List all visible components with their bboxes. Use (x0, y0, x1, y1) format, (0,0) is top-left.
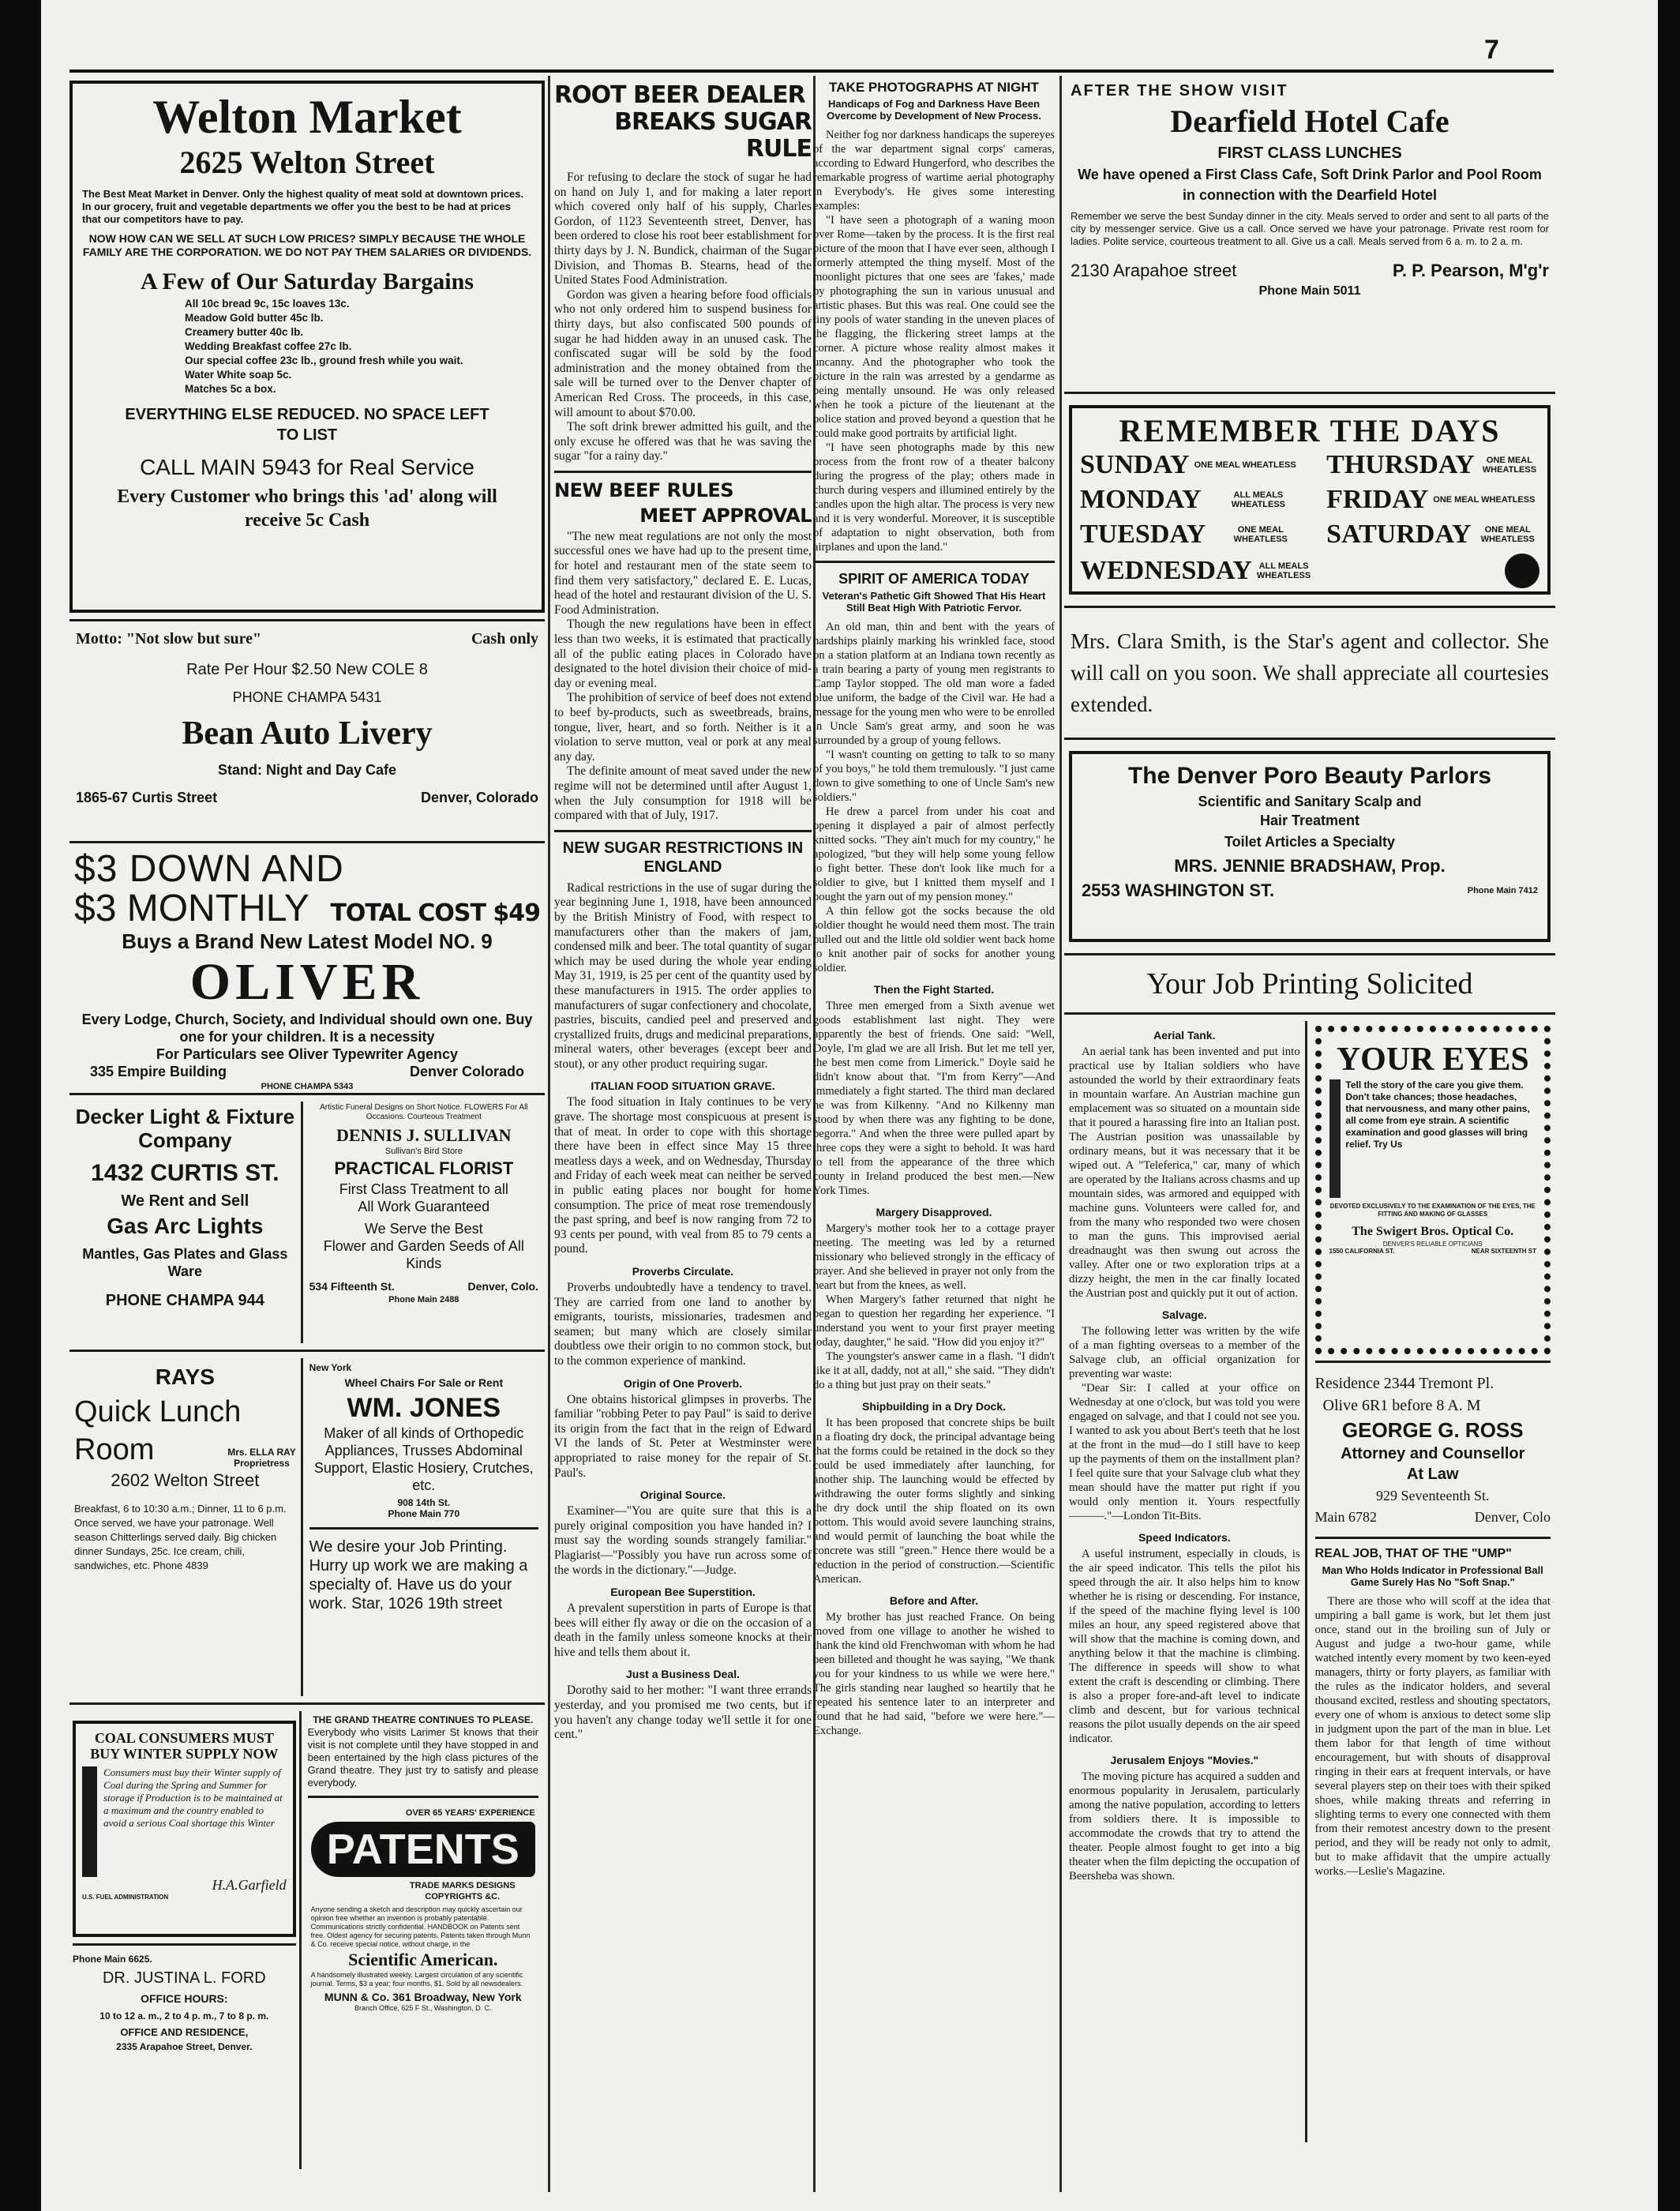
bean-auto-livery-ad (69, 628, 545, 835)
divider (73, 1943, 296, 1946)
ross-city: Denver, Colo (1474, 1509, 1551, 1525)
dearfield-text: Remember we serve the best Sunday dinner in the city. Meals served to order and sent to all parts of the city by messenger service. Give us a call. Once served we have your patronage. Private rest room for ladies. Polite service, courteous treatment to all. Give us a call. Meals served from 6 a. m. to 2 a. m. (1071, 210, 1549, 247)
divider (1315, 1537, 1551, 1539)
list-item: Wedding Breakfast coffee 27c lb. (185, 340, 352, 352)
article-jerusalem: The moving picture has acquired a sudden and enormous popularity in Jerusalem, particularly among the native population, according to letters from soldiers there. It is impossible to accommodate the crowds that try to attend the theater. People almost fought to get into a big theater when the film depicting the occupation of Beersheba was shown. (1069, 1770, 1300, 1883)
sullivan-top: Artistic Funeral Designs on Short Notice. FLOWERS For All Occasions. Courteous Treatment (320, 1103, 528, 1121)
eyes-title: YOUR EYES (1336, 1042, 1529, 1078)
jones-street: 908 14th St. (397, 1497, 451, 1508)
subheadline: Salvage. (1161, 1308, 1207, 1321)
article-shipbuilding: It has been proposed that concrete ships be built in a floating dry dock, the principal advantage being that the forms could be retained in the dock so they could be used immediately after launching, for another ship. The launching would be effected by withdrawing the outer forms slightly and sinking the dry dock until the ship floated on its own bottom. This would avoid severe launching strains, and would permit of launching the boat while the concrete was still "green." Hence there would be a reduction in the period of construction.—Scientific American. (813, 1417, 1055, 1586)
rays-street: 2602 Welton Street (111, 1470, 260, 1490)
sullivan-city: Denver, Colo. (467, 1280, 538, 1293)
dearfield-address: 2130 Arapahoe street (1071, 261, 1237, 280)
decker-street: 1432 CURTIS ST. (91, 1160, 279, 1186)
subheadline: Shipbuilding in a Dry Dock. (861, 1400, 1006, 1413)
decker-light-ad (69, 1102, 301, 1343)
column-news-2 (554, 76, 812, 2192)
ross-phone: Main 6782 (1314, 1509, 1378, 1525)
article-spirit: An old man, thin and bent with the years of hardships plainly marking his wrinkled face, stood on a station platform at an Indiana town recently as a train bearing a party of young men registrants to Camp Taylor stopped. The old man wore a faded blue uniform, the badge of the Civil war. He had a message for the young men who were to be enrolled in Uncle Sam's great army, and soon he was surrounded by a group of young fellows. "I wasn't counting on getting to talk to so many of you boys," he told them tremulously. "I just came down to give something to one of Uncle Sam's new soldiers." He drew a parcel from under his coat and opening it displayed a pair of almost perfectly knitted socks. "They ain't much for my country," he apologized, "but they will help some young fellow to fight better. These don't look like much for a soldier to give, but I knitted them myself and I bought the yarn out of my pension money." A thin fellow got the socks because the old soldier thought he would need them most. The train pulled out and the little old soldier went back home to knit another pair of socks for another young soldier. (813, 621, 1055, 974)
headline: REAL JOB, THAT OF THE "UMP" (1314, 1547, 1512, 1560)
sullivan-line: All Work Guaranteed (358, 1199, 490, 1214)
ford-office: OFFICE AND RESIDENCE, (120, 2026, 249, 2038)
rays-title: RAYS (155, 1365, 215, 1389)
headline: SPIRIT OF AMERICA TODAY (838, 571, 1029, 587)
wheatless-day: THURSDAY ONE MEAL WHEATLESS (1326, 450, 1537, 479)
jones-appliances-ad (303, 1358, 545, 1696)
coal-illustration (82, 1766, 97, 1877)
article-bee: A prevalent superstition in parts of Europe is that bees will either fly away or die on the occasion of a death in the family unless someone knocks at their hive and tells them about it. (554, 1601, 812, 1659)
bean-stand: Stand: Night and Day Cafe (217, 762, 397, 778)
list-item: Creamery butter 40c lb. (185, 326, 304, 338)
poro-toilet: Toilet Articles a Specialty (1224, 834, 1396, 850)
welton-question: NOW HOW CAN WE SELL AT SUCH LOW PRICES? SIMPLY BECAUSE THE WHOLE FAMILY ARE THE CORPORATION. WE DO NOT PAY THEM SALARIES OR DIVIDENDS. (82, 232, 532, 258)
patents-text: Anyone sending a sketch and description may quickly ascertain our opinion free whether an invention is probably patentable. Communications strictly confidential. HANDBOOK on Patents sent free. Oldest agency for securing patents. Patents taken through Munn & Co. receive special notice, without charge, in the (310, 1905, 531, 1948)
decker-title: Decker Light & Fixture Company (75, 1105, 295, 1152)
ford-hours: 10 to 12 a. m., 2 to 4 p. m., 7 to 8 p. m. (99, 2010, 269, 2021)
ford-hours-title: OFFICE HOURS: (141, 1992, 228, 2005)
jones-phone: Phone Main 770 (388, 1508, 460, 1519)
welton-call: CALL MAIN 5943 for Real Service (140, 455, 474, 479)
divider (69, 1702, 545, 1705)
patents-ad (308, 1804, 538, 2016)
divider (1064, 392, 1555, 394)
oliver-text: Every Lodge, Church, Society, and Individual should own one. Buy one for your children. It is a necessity (81, 1012, 533, 1045)
sullivan-phone: Phone Main 2488 (388, 1295, 459, 1304)
rays-lunch-ad (69, 1358, 301, 1696)
decker-phone: PHONE CHAMPA 944 (105, 1292, 264, 1309)
article-business: Dorothy said to her mother: "I want three errands yesterday, and you promised me two cents, but if you haven't any change today we'll settle it for one cent." (554, 1684, 812, 1742)
wheatless-day: FRIDAY ONE MEAL WHEATLESS (1326, 485, 1536, 514)
clara-smith-notice: Mrs. Clara Smith, is the Star's agent and collector. She will call on you soon. We shall appreciate all courtesies extended. (1071, 629, 1549, 716)
welton-market-ad (69, 81, 545, 613)
divider (1064, 953, 1555, 955)
sullivan-title: PRACTICAL FLORIST (334, 1158, 514, 1178)
patents-branch: Branch Office, 625 F St., Washington, D. C. (354, 2004, 492, 2012)
top-rule (69, 69, 1554, 73)
poro-owner: MRS. JENNIE BRADSHAW, Prop. (1174, 856, 1446, 876)
subheadline: ITALIAN FOOD SITUATION GRAVE. (591, 1079, 775, 1093)
patents-desc: A handsomely illustrated weekly. Largest circulation of any scientific journal. Terms, $3 a year; four months, $1. Sold by all newsdealers. (310, 1971, 523, 1988)
grand-title: THE GRAND THEATRE CONTINUES TO PLEASE. (313, 1714, 534, 1725)
list-item: Matches 5c a box. (185, 383, 276, 395)
welton-intro: In our grocery, fruit and vegetable departments we offer you the best to be had at prices that our competitors have to pay. (82, 201, 511, 225)
ross-olive: Olive 6R1 before 8 A. M (1322, 1397, 1481, 1414)
list-item: Meadow Gold butter 45c lb. (185, 312, 324, 324)
bean-phone: PHONE CHAMPA 5431 (232, 689, 382, 705)
subheadline: Original Source. (639, 1488, 726, 1502)
bean-rate: Rate Per Hour $2.50 New COLE 8 (186, 661, 428, 678)
wheatless-day: SUNDAY ONE MEAL WHEATLESS (1080, 450, 1296, 479)
oliver-phone: PHONE CHAMPA 5343 (261, 1082, 354, 1091)
patents-marks: TRADE MARKS DESIGNS COPYRIGHTS &C. (409, 1881, 516, 1901)
patents-experience: OVER 65 YEARS' EXPERIENCE (405, 1808, 535, 1818)
eyes-firm-sub: DENVER'S RELIABLE OPTICIANS (1382, 1241, 1483, 1248)
eyes-devoted: DEVOTED EXCLUSIVELY TO THE EXAMINATION OF THE EYES, THE FITTING AND MAKING OF GLASSES (1329, 1203, 1536, 1218)
article-photos: Neither fog nor darkness handicaps the supereyes of the war department signal corps' cameras, according to Edward Hungerford, who describes the remarkable progress of wartime aerial photography in Everybody's. He gives some interesting examples: "I have seen a photograph of a waning moon over Rome—taken by the process. It is the first real picture of the moon that I have ever seen, although I formerly attempted the thing myself. Most of the moonlight pictures that one sees are 'fakes,' made by photographing the sun in various unusual and artistic phases. But this was real. One could see the tiny pools of water standing in the uneven places of the flagging, the flickering street lamps at the corner. A picture whose reality almost makes it uncanny. And the photographer who took the picture in the rain was arrested by a gendarme as being mentally unsound. He was only released when he took a picture of the lieutenant at the police station and proved beyond a question that he could make good portraits by artificial light. "I have seen photographs made by this new process from the front row of a theater balcony during the progress of the play; others made in church during vespers and illumined entirely by the candles upon the high altar. The process is very new and it is very wonderful. Moreover, it is susceptible of adaptation to night observation, both from airplanes and upon the land." (813, 129, 1055, 554)
subheadline: Aerial Tank. (1153, 1029, 1216, 1042)
divider (1064, 606, 1555, 608)
remember-title: REMEMBER THE DAYS (1119, 413, 1501, 449)
poro-beauty-ad (1069, 751, 1551, 942)
dearfield-after: AFTER THE SHOW VISIT (1071, 82, 1288, 99)
divider (554, 830, 812, 832)
headline: NEW BEEF RULES (554, 479, 734, 501)
eyes-illustration (1329, 1079, 1341, 1198)
welton-reduced: EVERYTHING ELSE REDUCED. NO SPACE LEFT TO LIST (125, 406, 489, 444)
grand-theatre-notice (308, 1714, 538, 1789)
poro-title: The Denver Poro Beauty Parlors (1127, 763, 1492, 789)
wheatless-day: MONDAY ALL MEALS WHEATLESS (1080, 485, 1286, 514)
oliver-agency: For Particulars see Oliver Typewriter Agency (156, 1046, 459, 1062)
column-news-3 (813, 76, 1055, 2192)
ross-law: At Law (1406, 1466, 1459, 1483)
subheadline: Man Who Holds Indicator in Professional Ball Game Surely Has No "Soft Snap." (1322, 1564, 1543, 1588)
sullivan-florist-ad (303, 1102, 545, 1343)
rays-line1: Quick Lunch (74, 1395, 242, 1428)
scan-right-edge (1658, 0, 1680, 2211)
subheadline: Just a Business Deal. (626, 1668, 740, 1681)
divider (69, 841, 545, 843)
ford-address: 2335 Arapahoe Street, Denver. (116, 2041, 253, 2052)
coal-text: Consumers must buy their Winter supply of Coal during the Spring and Summer for storage if Production is to be maintained at a maximum and the country enabled to avoid a serious Coal shortage this Winter (103, 1766, 283, 1829)
poro-phone: Phone Main 7412 (1467, 886, 1538, 895)
jones-text: Maker of all kinds of Orthopedic Appliances, Trusses Abdominal Support, Elastic Hosiery, Crutches, etc. (313, 1425, 534, 1493)
oliver-down: $3 DOWN AND (74, 848, 344, 890)
sullivan-name: DENNIS J. SULLIVAN (336, 1125, 512, 1145)
article-beef: "The new meat regulations are not only the most successful ones we have had up to the present time, for hotel and restaurant men of the state seem to find them very satisfactory," declared E. E. Lucas, head of the hotel and restaurant division of the U. S. Food Administration. Though the new regulations have been in effect less than two weeks, it is estimated that practically all of the public eating places in Colorado have designated to the hotel division their choice of mid-day or evening meal. The prohibition of service of beef does not extend to beef by-products, such as sweetbreads, brains, tongue, liver, heart, and so forth. Neither is it a violation to serve mutton, veal or pork at any meal any day. The definite amount of meat saved under the new regime will not be determined until after August 1, when the July consumption for 1918 will be compared with that of July, 1917. (554, 529, 812, 823)
column-rule (548, 76, 550, 2192)
rays-text: Breakfast, 6 to 10:30 a.m.; Dinner, 11 to 6 p.m. Once served, we have your patronage. Well season Chitterlings served daily. Big chicken dinner Sundays, 25c. Ice cream, chili, sandwiches, etc. Phone 4839 (74, 1503, 287, 1571)
list-item: Water White soap 5c. (185, 369, 292, 381)
welton-intro: The Best Meat Market in Denver. Only the highest quality of meat sold at downtown prices. (82, 188, 524, 200)
bean-city: Denver, Colorado (420, 790, 538, 805)
ross-street: 929 Seventeenth St. (1376, 1488, 1490, 1503)
eyes-address: NEAR SIXTEENTH ST (1471, 1248, 1536, 1255)
subheadline: Handicaps of Fog and Darkness Have Been Overcome by Development of New Process. (827, 98, 1041, 122)
article-italian: The food situation in Italy continues to be very grave. The shortage most conspicuous at present is that of meat. In order to cope with this shortage there have been in effect since May 15 three meatless days a week, and on Wednesday, Thursday and Friday of each week meat can neither be served in public eating places nor bought for home consumption. The price of meat rose tremendously the past spring, and beef is now ranging from 72 to 93 cents per pound, with veal from 85 to 79 cents a pound. (554, 1095, 812, 1256)
decker-gas: Gas Arc Lights (107, 1214, 264, 1238)
oliver-total: TOTAL COST $49 (330, 899, 540, 927)
dearfield-phone: Phone Main 5011 (1258, 284, 1361, 298)
dearfield-title: Dearfield Hotel Cafe (1170, 103, 1449, 139)
welton-title: Welton Market (152, 91, 462, 143)
scan-left-edge (0, 0, 41, 2211)
job-printing-solicited: Your Job Printing Solicited (1146, 967, 1473, 1000)
column-ads-left (69, 76, 545, 2192)
article-rootbeer: For refusing to declare the stock of sugar he had on hand on July 1, and for making a later report which covered only half of his supply, Charles Gordon, of 1123 Seventeenth street, Denver, has been ordered to close his root beer establishment for thirty days by J. N. Bundick, chairman of the Sugar Division, and Thomas B. Stearns, head of the United States Food Administration. Gordon was given a hearing before food officials who not only ordered him to suspend business for thirty days, but also confiscated 500 pounds of sugar he had hidden away in an unused cask. The confiscated sugar will be sold by the food administration and the money obtained from the sale will be turned over to the Denver chapter of American Red Cross. The proceeds, in this case, will amount to about $70.00. The soft drink brewer admitted his guilt, and the only excuse he offered was that he was saving the sugar "for a rainy day." (554, 171, 812, 464)
divider (554, 471, 812, 473)
dearfield-cafe-ad (1064, 76, 1555, 385)
headline: BREAKS SUGAR RULE (614, 108, 812, 163)
oliver-buys: Buys a Brand New Latest Model NO. 9 (122, 929, 493, 953)
oliver-city: Denver Colorado (409, 1064, 524, 1079)
headline: TAKE PHOTOGRAPHS AT NIGHT (829, 80, 1039, 95)
article-aerial: An aerial tank has been invented and put into practical use by Italian soldiers who have astounded the world by their extraordinary feats in mountain warfare. An Austrian machine gun emplacement was so situated on a mountain side that it poured a harassing fire into an Italian post. The Austrian position was unassailable by ordinary means, but it was necessary that it be wiped out. A "Teleferica," car, many of which are operated by the Italians across chasms and up mountain sides, was armored and equipped with machine guns. Volunteers were called for, and from the many who responded two were chosen to man the guns. This improvised aerial dreadnaught was then swung out across the valley. After one or two exploration trips at a dizzy height, the men in the car finally located the Austrian post and quickly put it out of action. (1069, 1045, 1300, 1300)
remember-days-ad (1069, 405, 1551, 595)
bean-motto: Motto: "Not slow but sure" (76, 630, 262, 648)
eyes-address: 1550 CALIFORNIA ST. (1329, 1248, 1395, 1255)
subheadline: Before and After. (889, 1594, 979, 1607)
ford-phone: Phone Main 6625. (73, 1954, 152, 1965)
ross-attorney-ad (1315, 1369, 1551, 1530)
article-salvage: The following letter was written by the wife of a man fighting overseas to a member of the Salvage club, an official organization for preventing war waste: "Dear Sir: I called at your office on Wednesday at one o'clock, but was told you were engaged on salvage, and that I could not see you. I wanted to ask you about Bert's teeth that he lost at the front in the mud—do I still have to keep up the payments of them on the installment plan? I feel quite sure that your Salvage club what they mean should have the matter put right if you would only mention it. Yours respectfully ———."—London Tit-Bits. (1069, 1325, 1300, 1522)
rays-owner-title: Proprietress (234, 1458, 290, 1469)
sullivan-street: 534 Fifteenth St. (309, 1280, 395, 1293)
welton-bargain-list (82, 297, 532, 396)
subheadline: Speed Indicators. (1138, 1531, 1231, 1544)
bean-title: Bean Auto Livery (182, 715, 433, 752)
wheatless-day: SATURDAY ONE MEAL WHEATLESS (1326, 520, 1535, 549)
article-origin: One obtains historical glimpses in proverbs. The familiar "robbing Peter to pay Paul" is said to derive its origin from the fact that in the reign of Edward VI the lands of St. Peter at Westminster were appropriated to raise money for the repair of St. Paul's. (554, 1392, 812, 1480)
ross-title: Attorney and Counsellor (1341, 1445, 1525, 1462)
sullivan-store: Sullivan's Bird Store (384, 1147, 463, 1156)
oliver-building: 335 Empire Building (90, 1064, 227, 1079)
dearfield-lunches: FIRST CLASS LUNCHES (1217, 145, 1402, 162)
patents-title: PATENTS (311, 1822, 535, 1877)
oliver-monthly: $3 MONTHLY (74, 888, 309, 929)
eyes-firm: The Swigert Bros. Optical Co. (1352, 1225, 1514, 1238)
article-proverbs: Proverbs undoubtedly have a tendency to travel. They are carried from one land to another by emigrants, tourists, missionaries, tradesmen and seamen; but many which are closely similar doubtless owe their origin to no common stock, but to the common experience of mankind. (554, 1281, 812, 1368)
coal-signature: H.A.Garfield (212, 1877, 287, 1893)
subheadline: Proverbs Circulate. (632, 1265, 734, 1278)
oliver-typewriter-ad (69, 848, 545, 1091)
coal-consumers-ad (73, 1721, 296, 1937)
decker-mantles: Mantles, Gas Plates and Glass Ware (82, 1246, 288, 1279)
divider (308, 1796, 538, 1798)
page-number: 7 (1484, 35, 1499, 65)
headline: ROOT BEER DEALER (554, 81, 805, 109)
coal-agency: U.S. FUEL ADMINISTRATION (82, 1894, 169, 1901)
wheatless-day: WEDNESDAY ALL MEALS WHEATLESS (1080, 556, 1311, 585)
subheadline: European Bee Superstition. (610, 1586, 756, 1599)
eyes-text: Tell the story of the care you give them. Don't take chances; those headaches, that nervousness, and many other pains, all come from eye strain. A scientific examination and good glasses will bring relief. Try Us (1345, 1079, 1530, 1150)
coal-title: COAL CONSUMERS MUST BUY WINTER SUPPLY NOW (90, 1730, 279, 1762)
food-administration-seal-icon (1505, 554, 1539, 588)
subheadline: Origin of One Proverb. (623, 1376, 743, 1390)
article-ump: There are those who will scoff at the idea that umpiring a ball game is work, but let them just once, stand out in the broiling sun of July or August and judge a two-hour game, while watched intently every moment by two keen-eyed managers, thirty or forty players, as familiar with the rules as the indicator holders, and several thousand excited, restless and shouting spectators, every one of whom is anxious to detect some slip in judgment upon the part of the man in blue. Let them labor for that length of time without encouragement, but with shouts of disapproval ringing in their ears at frequent intervals, or have several players step on their toes with their spiked shoes, while making threats and referring in slighting terms to every one connected with them from their remotest ancestry down to the present period, and they will be ready not only to admit, but to make affidavit that the umpire actually works.—Leslie's Magazine. (1314, 1595, 1551, 1878)
welton-bargains-title: A Few of Our Saturday Bargains (141, 268, 474, 295)
divider (1064, 1012, 1555, 1015)
divider (309, 1527, 538, 1530)
poro-street: 2553 WASHINGTON ST. (1082, 880, 1275, 900)
headline: NEW SUGAR RESTRICTIONS IN ENGLAND (562, 839, 804, 876)
column-right (1064, 76, 1555, 2192)
jones-city: New York (309, 1362, 352, 1373)
divider (69, 1349, 545, 1352)
list-item: All 10c bread 9c, 15c loaves 13c. (185, 298, 350, 310)
article-fight: Three men emerged from a Sixth avenue wet goods establishment last night. They were apparently the best of friends. One said: "Well, Doyle, I'm glad we are all Irish. But let me tell yer, the best men come from Limerick." Doyle said he didn't know about that. "I'm from Kerry"—And immediately a fight started. The third man declared he was from Kilkenny. "And no Kilkenny man stood by when there was any fighting to be done, begorra." And when the three were pulled apart by three cops they were a sight to behold. It was hard to tell from the appearance of the three which county in Ireland produced the best men.—New York Times. (813, 1000, 1055, 1197)
headline: MEET APPROVAL (639, 504, 812, 527)
rays-owner: Mrs. ELLA RAY (227, 1447, 296, 1458)
welton-address: 2625 Welton Street (179, 145, 435, 180)
jones-chairs: Wheel Chairs For Sale or Rent (344, 1376, 504, 1389)
ross-residence: Residence 2344 Tremont Pl. (1314, 1375, 1494, 1392)
subheadline: Veteran's Pathetic Gift Showed That His Heart Still Beat High With Patriotic Fervor. (822, 590, 1046, 614)
patents-munn: MUNN & Co. 361 Broadway, New York (324, 1991, 522, 2003)
sullivan-line: Flower and Garden Seeds of All Kinds (323, 1238, 524, 1271)
your-eyes-ad (1315, 1026, 1551, 1354)
sullivan-line: First Class Treatment to all (339, 1181, 508, 1197)
divider (69, 1093, 545, 1095)
dearfield-manager: P. P. Pearson, M'g'r (1393, 261, 1549, 280)
ross-name: GEORGE G. ROSS (1341, 1418, 1524, 1442)
decker-rent: We Rent and Sell (121, 1192, 249, 1210)
list-item: Our special coffee 23c lb., ground fresh while you wait. (185, 355, 463, 366)
subheadline: Then the Fight Started. (873, 983, 995, 996)
oliver-name: OLIVER (189, 953, 425, 1011)
patents-sciam: Scientific American. (348, 1950, 498, 1969)
article-margery: Margery's mother took her to a cottage prayer meeting. The meeting was led by a returned missionary who believed strongly in the efficacy of prayer. And she believed in prayer not only from the heart but from the knees, as well. When Margery's father returned that night he began to question her regarding her experience. "I understand you went to your first prayer meeting today, daughter," he said. "How did you enjoy it?" The youngster's answer came in a flash. "I didn't like it at all, daddy, not at all," she said. "They didn't do a thing but just pray on their seats." (813, 1222, 1055, 1391)
rays-line2: Room (74, 1433, 155, 1466)
poro-sub: Hair Treatment (1259, 813, 1360, 828)
article-before-after: My brother has just reached France. On being moved from one village to another he wished to thank the kind old Frenchwoman with whom he had been billeted and thought he was saying, "We thank you for your kindness to us while we were here." The girls standing near laughed so heartily that he repeated his sentence later to an interpreter and found that he had said, "before we were here."—Exchange. (813, 1611, 1055, 1737)
divider (813, 561, 1055, 563)
divider (1315, 1361, 1551, 1363)
subheadline: Margery Disapproved. (876, 1206, 992, 1218)
wheatless-day: TUESDAY ONE MEAL WHEATLESS (1080, 520, 1288, 549)
divider (1064, 738, 1555, 740)
bean-street: 1865-67 Curtis Street (76, 790, 218, 805)
welton-customer: Every Customer who brings this 'ad' along will receive 5c Cash (117, 486, 497, 531)
jones-name: WM. JONES (347, 1393, 501, 1423)
article-sugar: Radical restrictions in the use of sugar during the year beginning June 1, 1918, have been announced by the British Ministry of Food, with respect to manufacturers other than the makers of jam, condensed milk and beer. The total quantity of sugar which may be used during the whole year ending May 31, 1919, is 25 per cent of the quantity used by these manufacturers in 1915. The order applies to manufacturers of sugar confectionery and chocolate, pastries, biscuits, candied peel and preserved and crystallized fruits, drugs and medicinal preparations, mineral waters, other beverages (except beer and stout), or any other product requiring sugar. (554, 880, 812, 1071)
column-rule (1059, 76, 1062, 2192)
divider (69, 619, 545, 621)
job-printing-notice: We desire your Job Printing. Hurry up work we are making a specialty of. Have us do your work. Star, 1026 19th street (309, 1538, 528, 1612)
wheatless-day-grid (1080, 449, 1539, 588)
article-original: Examiner—"You are quite sure that this is a purely original composition you have handed in? I must say the wording sounds strangely familiar." Plagiarist—"Possibly you have run across some of the words in the dictionary."—Judge. (554, 1504, 812, 1577)
bean-cash: Cash only (471, 630, 538, 648)
dearfield-opened: We have opened a First Class Cafe, Soft Drink Parlor and Pool Room in connection with the Dearfield Hotel (1078, 167, 1542, 203)
poro-sub: Scientific and Sanitary Scalp and (1198, 794, 1422, 809)
ford-name: DR. JUSTINA L. FORD (102, 1969, 266, 1987)
subheadline: Jerusalem Enjoys "Movies." (1110, 1754, 1259, 1766)
article-speed: A useful instrument, especially in clouds, is the air speed indicator. This tells the pilot his speed through the air. It also helps him to know whether he is rising or descending. For instance, if the speed of the machine flying level is 100 miles an hour, any speed registered above that will show that the machine is coming down, and anything below it that the machine is climbing. The difference in speeds will show to what extent the craft is descending or climbing. There is also a proper fore-and-aft level to indicate climb and descent, but for various technical reasons the pilot usually depends on the air speed indicator. (1069, 1548, 1300, 1745)
sullivan-line: We Serve the Best (364, 1221, 483, 1237)
grand-text: Everybody who visits Larimer St knows that their visit is not complete until they have stopped in and been entertained by the high class pictures of the Grand theatre. They just try to satisfy and please everybody. (307, 1726, 538, 1789)
